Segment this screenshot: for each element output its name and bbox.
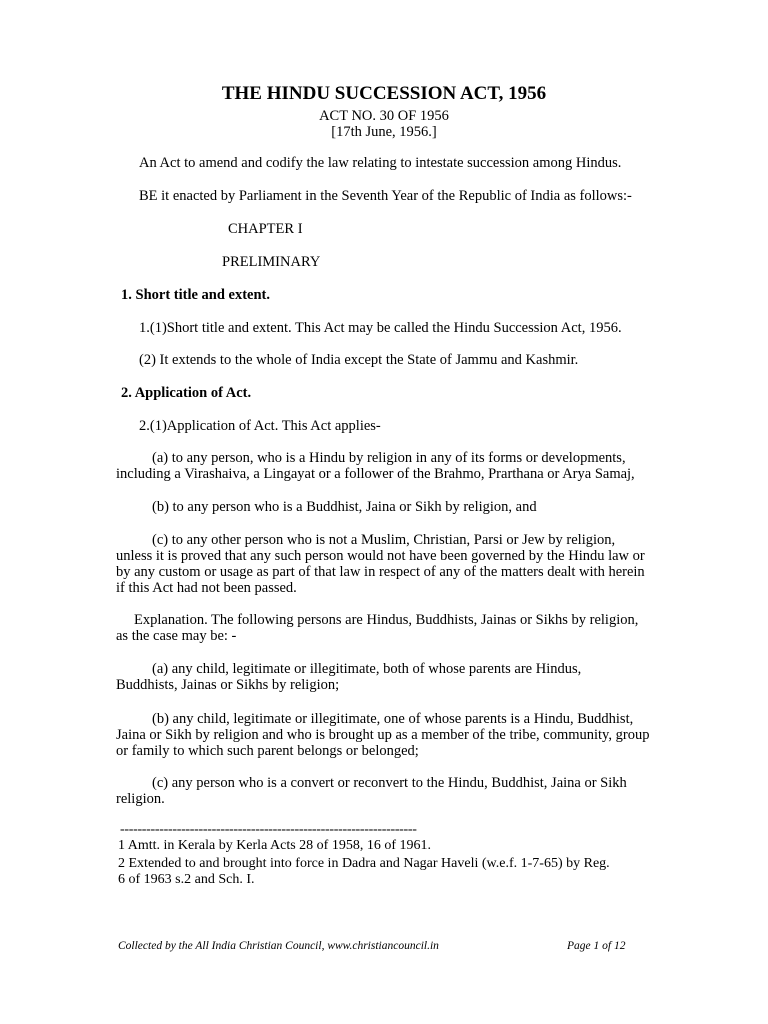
footnote-1: 1 Amtt. in Kerala by Kerla Acts 28 of 1958, 16 of 1961.: [118, 838, 432, 853]
explanation-line: as the case may be: -: [116, 628, 237, 644]
clause-b: (b) to any person who is a Buddhist, Jaina or Sikh by religion, and: [152, 499, 537, 515]
preamble-purpose: An Act to amend and codify the law relating to intestate succession among Hindus.: [139, 155, 622, 171]
clause-c-line: unless it is proved that any such person would not have been governed by the Hindu law or: [116, 548, 645, 564]
explanation-line: Explanation. The following persons are Hindus, Buddhists, Jainas or Sikhs by religion,: [134, 612, 639, 628]
section-2-heading: 2. Application of Act.: [121, 385, 252, 401]
clause-c-line: by any custom or usage as part of that law in respect of any of the matters dealt with herein: [116, 564, 645, 580]
clause-a-line: including a Virashaiva, a Lingayat or a follower of the Brahmo, Prarthana or Arya Samaj,: [116, 466, 635, 482]
clause-c-line: (c) to any other person who is not a Muslim, Christian, Parsi or Jew by religion,: [152, 532, 616, 548]
page-title: THE HINDU SUCCESSION ACT, 1956: [221, 83, 547, 104]
chapter-number: CHAPTER I: [228, 221, 303, 237]
section-1-paragraph-1: 1.(1)Short title and extent. This Act may be called the Hindu Succession Act, 1956.: [139, 320, 622, 336]
explanation-b-line: or family to which such parent belongs or belonged;: [116, 743, 419, 759]
explanation-b-line: Jaina or Sikh by religion and who is brought up as a member of the tribe, community, group: [116, 727, 650, 743]
clause-a-line: (a) to any person, who is a Hindu by religion in any of its forms or developments,: [152, 450, 626, 466]
explanation-c-line: (c) any person who is a convert or reconvert to the Hindu, Buddhist, Jaina or Sikh: [152, 775, 627, 791]
explanation-a-line: (a) any child, legitimate or illegitimate, both of whose parents are Hindus,: [152, 661, 582, 677]
footer-collected-by: Collected by the All India Christian Council, www.christiancouncil.in: [118, 940, 439, 952]
section-1-heading: 1. Short title and extent.: [121, 287, 271, 303]
chapter-name: PRELIMINARY: [222, 254, 321, 270]
section-1-paragraph-2: (2) It extends to the whole of India except the State of Jammu and Kashmir.: [139, 352, 579, 368]
footnote-2-line: 6 of 1963 s.2 and Sch. I.: [118, 872, 255, 887]
act-number: ACT NO. 30 OF 1956: [319, 108, 449, 124]
explanation-a-line: Buddhists, Jainas or Sikhs by religion;: [116, 677, 340, 693]
page-number: Page 1 of 12: [567, 940, 626, 952]
act-date: [17th June, 1956.]: [331, 124, 437, 140]
footnote-rule: --------------------------------------------------------------------: [120, 822, 417, 837]
explanation-b-line: (b) any child, legitimate or illegitimate, one of whose parents is a Hindu, Buddhist,: [152, 711, 634, 727]
clause-c-line: if this Act had not been passed.: [116, 580, 297, 596]
footnote-2-line: 2 Extended to and brought into force in Dadra and Nagar Haveli (w.e.f. 1-7-65) by Reg.: [118, 856, 610, 871]
preamble-enactment: BE it enacted by Parliament in the Seventh Year of the Republic of India as follows:-: [139, 188, 632, 204]
section-2-intro: 2.(1)Application of Act. This Act applies-: [139, 418, 381, 434]
explanation-c-line: religion.: [116, 791, 165, 807]
